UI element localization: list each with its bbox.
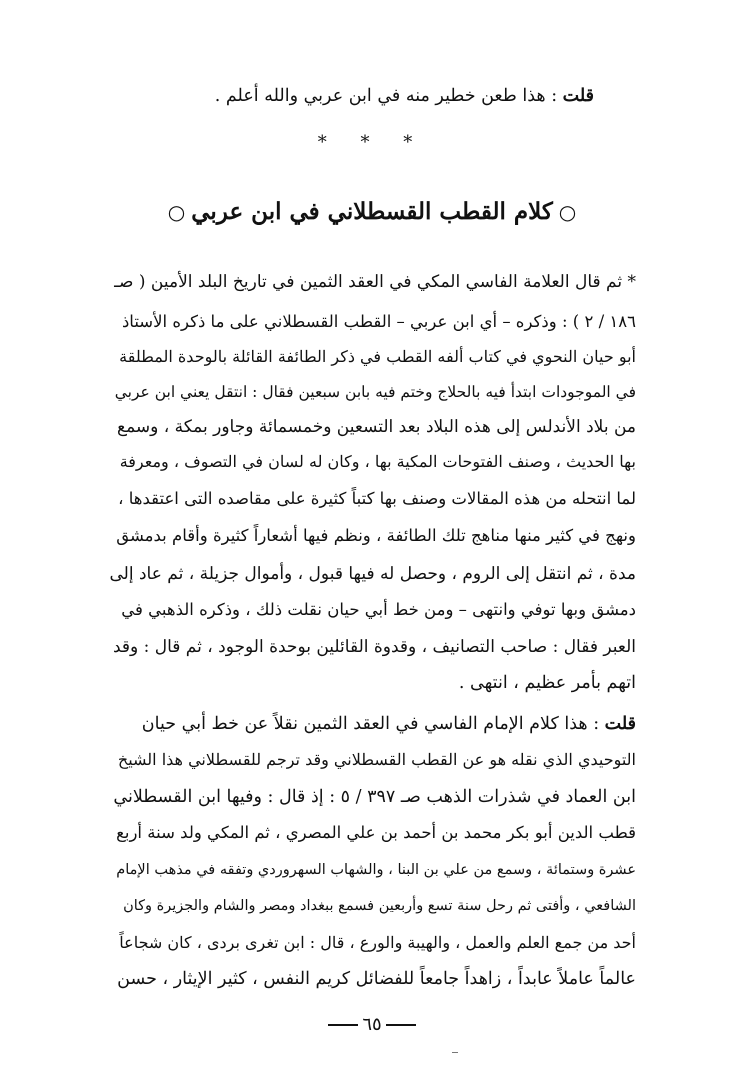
page-number: ٦٥ bbox=[362, 1014, 382, 1035]
paragraph-line: لما انتحله من هذه المقالات وصنف بها كتباً كثيرة على مقاصده التى اعتقدها ، bbox=[118, 489, 636, 508]
paragraph-2-first-text: : هذا كلام الإمام الفاسي في العقد الثمين نقلاً عن خط أبي حيان bbox=[141, 714, 605, 734]
paragraph-line: أحد من جمع العلم والعمل ، والهيبة والورع ، قال : ابن تغرى بردى ، كان شجاعاً bbox=[119, 933, 636, 952]
paragraph-line: ١٨٦ / ٢ ) : وذكره – أي ابن عربي – القطب القسطلاني على ما ذكره الأستاذ bbox=[121, 312, 636, 331]
paragraph-line: ابن العماد في شذرات الذهب صـ ٣٩٧ / ٥ : إذ قال : وفيها ابن القسطلاني bbox=[113, 787, 636, 807]
paragraph-line: من بلاد الأندلس إلى هذه البلاد بعد التسعين وخمسمائة وجاور بمكة ، وسمع bbox=[117, 417, 636, 437]
paragraph-line: * ثم قال العلامة الفاسي المكي في العقد الثمين في تاريخ البلد الأمين ( صـ bbox=[114, 272, 636, 292]
page-footer bbox=[0, 1014, 744, 1035]
section-heading bbox=[0, 198, 744, 225]
paragraph-line: مدة ، ثم انتقل إلى الروم ، وحصل له فيها قبول ، وأموال جزيلة ، ثم عاد إلى bbox=[109, 564, 636, 584]
footer-dash-left bbox=[328, 1024, 358, 1026]
paragraph-line: اتهم بأمر عظيم ، انتهى . bbox=[458, 673, 636, 693]
intro-text: : هذا طعن خطير منه في ابن عربي والله أعلم . bbox=[214, 86, 563, 106]
intro-line bbox=[66, 86, 594, 106]
paragraph-line: أبو حيان النحوي في كتاب ألفه القطب في ذكر الطائفة القائلة بالوحدة المطلقة bbox=[119, 347, 636, 366]
heading-title: كلام القطب القسطلاني في ابن عربي bbox=[191, 198, 553, 225]
paragraph-line: الشافعي ، وأفتى ثم رحل سنة تسع وأربعين فسمع ببغداد ومصر والشام والجزيرة وكان bbox=[123, 898, 636, 914]
paragraph-line: عالماً عاملاً عابداً ، زاهداً جامعاً للفضائل كريم النفس ، كثير الإيثار ، حسن bbox=[117, 969, 636, 989]
paragraph-line: بها الحديث ، وصنف الفتوحات المكية بها ، وكان له لسان في التصوف ، ومعرفة bbox=[119, 452, 636, 471]
intro-lead: قلت bbox=[562, 86, 594, 106]
paragraph-line: في الموجودات ابتدأ فيه بالحلاج وختم فيه بابن سبعين فقال : انتقل يعني ابن عربي bbox=[114, 383, 636, 401]
heading-circle-right: ○ bbox=[558, 200, 577, 224]
heading-circle-left: ○ bbox=[167, 200, 186, 224]
footer-dash-right bbox=[386, 1024, 416, 1026]
paragraph-line: ونهج في كثير منها مناهج تلك الطائفة ، ونظم فيها أشعاراً كثيرة وأقام بدمشق bbox=[116, 526, 636, 545]
paragraph-line: قطب الدين أبو بكر محمد بن أحمد بن علي المصري ، ثم المكي ولد سنة أربع bbox=[116, 823, 636, 842]
paragraph-line: العبر فقال : صاحب التصانيف ، وقدوة القائلين بوحدة الوجود ، ثم قال : وقد bbox=[112, 637, 636, 657]
paragraph-line bbox=[108, 714, 636, 734]
scan-mark bbox=[452, 1052, 458, 1053]
paragraph-line: عشرة وستمائة ، وسمع من علي بن البنا ، والشهاب السهروردي وتفقه في مذهب الإمام bbox=[116, 862, 636, 878]
paragraph-line: دمشق وبها توفي وانتهى – ومن خط أبي حيان نقلت ذلك ، وذكره الذهبي في bbox=[121, 600, 636, 619]
paragraph-2-lead: قلت bbox=[604, 714, 636, 734]
section-separator: * * * bbox=[317, 132, 427, 153]
paragraph-line: التوحيدي الذي نقله هو عن القطب القسطلاني وقد ترجم للقسطلاني هذا الشيخ bbox=[117, 750, 636, 769]
